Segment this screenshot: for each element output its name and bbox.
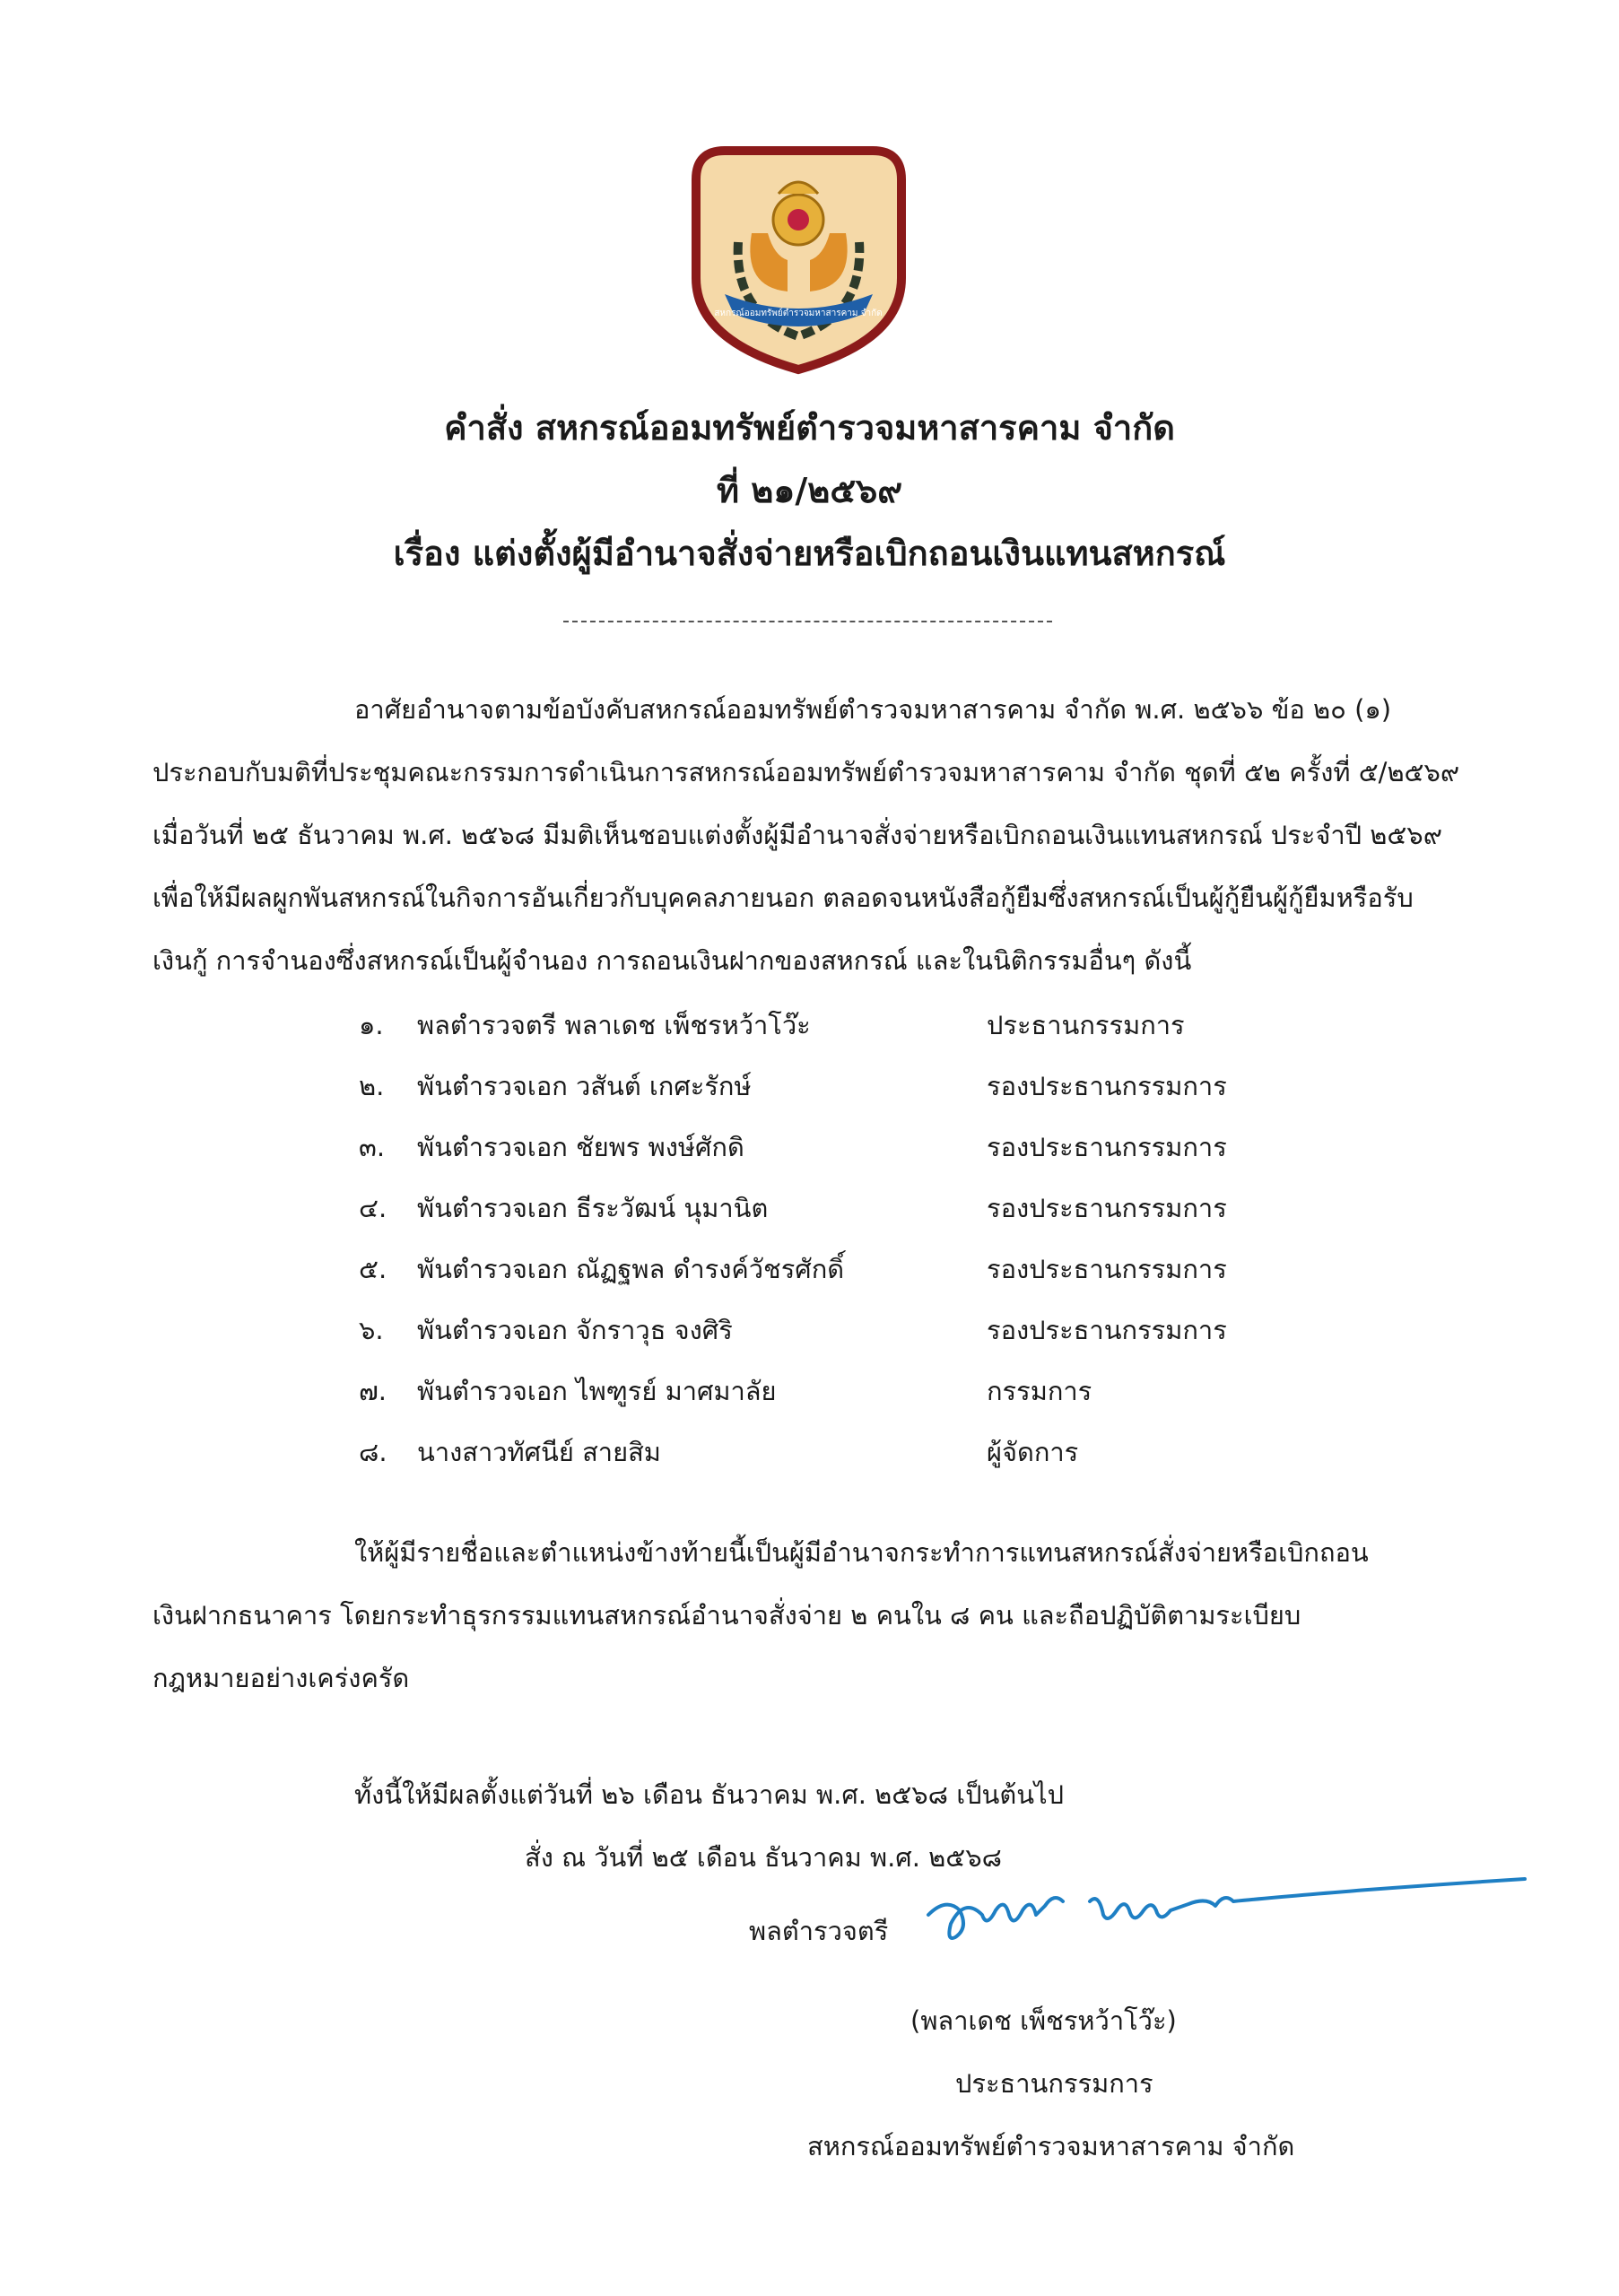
order-title: คำสั่ง สหกรณ์ออมทรัพย์ตำรวจมหาสารคาม จำกัด: [444, 408, 1175, 448]
member-number: ๖.: [359, 1315, 384, 1345]
intro-line-1: อาศัยอำนาจตามข้อบังคับสหกรณ์ออมทรัพย์ตำรวจมหาสารคาม จำกัด พ.ศ. ๒๕๖๖ ข้อ ๒๐ (๑): [354, 694, 1392, 725]
authority-line-1: ให้ผู้มีรายชื่อและตำแหน่งข้างท้ายนี้เป็นผู้มีอำนาจกระทำการแทนสหกรณ์สั่งจ่ายหรือเบิกถอน: [354, 1537, 1369, 1568]
logo-ribbon-text: สหกรณ์ออมทรัพย์ตำรวจมหาสารคาม จำกัด: [714, 309, 883, 318]
member-position: กรรมการ: [987, 1376, 1092, 1406]
member-name: พันตำรวจเอก ไพฑูรย์ มาศมาลัย: [417, 1376, 777, 1406]
signer-name: (พลาเดช เพ็ชรหว้าโว๊ะ): [910, 2005, 1177, 2036]
member-number: ๑.: [359, 1010, 384, 1040]
authority-line-2: เงินฝากธนาคาร โดยกระทำธุรกรรมแทนสหกรณ์อำนาจสั่งจ่าย ๒ คนใน ๘ คน และถือปฏิบัติตามระเบียบ: [152, 1600, 1301, 1631]
list-item: [0, 1375, 1619, 1420]
member-number: ๔.: [359, 1193, 387, 1223]
member-name: นางสาวทัศนีย์ สายสิม: [417, 1437, 661, 1467]
signer-position: ประธานกรรมการ: [955, 2068, 1153, 2099]
member-name: พันตำรวจเอก ชัยพร พงษ์ศักดิ: [417, 1132, 744, 1162]
list-item: [0, 1436, 1619, 1481]
signer-organization: สหกรณ์ออมทรัพย์ตำรวจมหาสารคาม จำกัด: [807, 2131, 1295, 2161]
member-name: พันตำรวจเอก ธีระวัฒน์ นุมานิต: [417, 1193, 769, 1223]
member-number: ๘.: [359, 1437, 387, 1467]
list-item: [0, 1009, 1619, 1054]
handwritten-signature: [919, 1861, 1538, 1960]
member-name: พันตำรวจเอก วสันต์ เกศะรักษ์: [417, 1071, 752, 1101]
member-position: รองประธานกรรมการ: [987, 1132, 1227, 1162]
member-position: รองประธานกรรมการ: [987, 1193, 1227, 1223]
intro-line-3: เมื่อวันที่ ๒๕ ธันวาคม พ.ศ. ๒๕๖๘ มีมติเห็นชอบแต่งตั้งผู้มีอำนาจสั่งจ่ายหรือเบิกถอนเงินแทนสหกรณ์ ประจำปี ๒๕๖๙: [152, 820, 1442, 850]
order-subject: เรื่อง แต่งตั้งผู้มีอำนาจสั่งจ่ายหรือเบิกถอนเงินแทนสหกรณ์: [393, 534, 1226, 573]
intro-line-4: เพื่อให้มีผลผูกพันสหกรณ์ในกิจการอันเกี่ยวกับบุคคลภายนอก ตลอดจนหนังสือกู้ยืมซึ่งสหกรณ์เป็นผู้กู้ยืนผู้กู้ยืมหรือรับ: [152, 883, 1414, 913]
member-name: พลตำรวจตรี พลาเดช เพ็ชรหว้าโว๊ะ: [417, 1010, 811, 1040]
member-name: พันตำรวจเอก จักราวุธ จงศิริ: [417, 1315, 733, 1345]
member-position: ประธานกรรมการ: [987, 1010, 1185, 1040]
intro-line-5: เงินกู้ การจำนองซึ่งสหกรณ์เป็นผู้จำนอง การถอนเงินฝากของสหกรณ์ และในนิติกรรมอื่นๆ ดังนี้: [152, 945, 1192, 976]
authority-line-3: กฎหมายอย่างเคร่งครัด: [152, 1663, 410, 1693]
title-divider: [563, 621, 1052, 622]
list-item: [0, 1314, 1619, 1359]
member-position: รองประธานกรรมการ: [987, 1071, 1227, 1101]
cooperative-seal-logo: [689, 144, 909, 377]
member-name: พันตำรวจเอก ณัฏฐพล ดำรงค์วัชรศักดิ์: [417, 1254, 845, 1284]
member-number: ๗.: [359, 1376, 387, 1406]
order-number: ที่ ๒๑/๒๕๖๙: [716, 471, 903, 510]
order-date: สั่ง ณ วันที่ ๒๕ เดือน ธันวาคม พ.ศ. ๒๕๖๘: [525, 1842, 1002, 1873]
member-number: ๓.: [359, 1132, 386, 1162]
member-number: ๒.: [359, 1071, 385, 1101]
member-position: ผู้จัดการ: [987, 1437, 1079, 1467]
list-item: [0, 1070, 1619, 1115]
member-position: รองประธานกรรมการ: [987, 1315, 1227, 1345]
signer-rank: พลตำรวจตรี: [749, 1916, 889, 1946]
member-number: ๕.: [359, 1254, 387, 1284]
list-item: [0, 1192, 1619, 1237]
intro-line-2: ประกอบกับมติที่ประชุมคณะกรรมการดำเนินการสหกรณ์ออมทรัพย์ตำรวจมหาสารคาม จำกัด ชุดที่ ๕๒ ครั้งที่ ๕/๒๕๖๙: [152, 757, 1460, 787]
list-item: [0, 1131, 1619, 1176]
list-item: [0, 1253, 1619, 1298]
member-position: รองประธานกรรมการ: [987, 1254, 1227, 1284]
effective-date: ทั้งนี้ให้มีผลตั้งแต่วันที่ ๒๖ เดือน ธันวาคม พ.ศ. ๒๕๖๘ เป็นต้นไป: [354, 1779, 1065, 1810]
